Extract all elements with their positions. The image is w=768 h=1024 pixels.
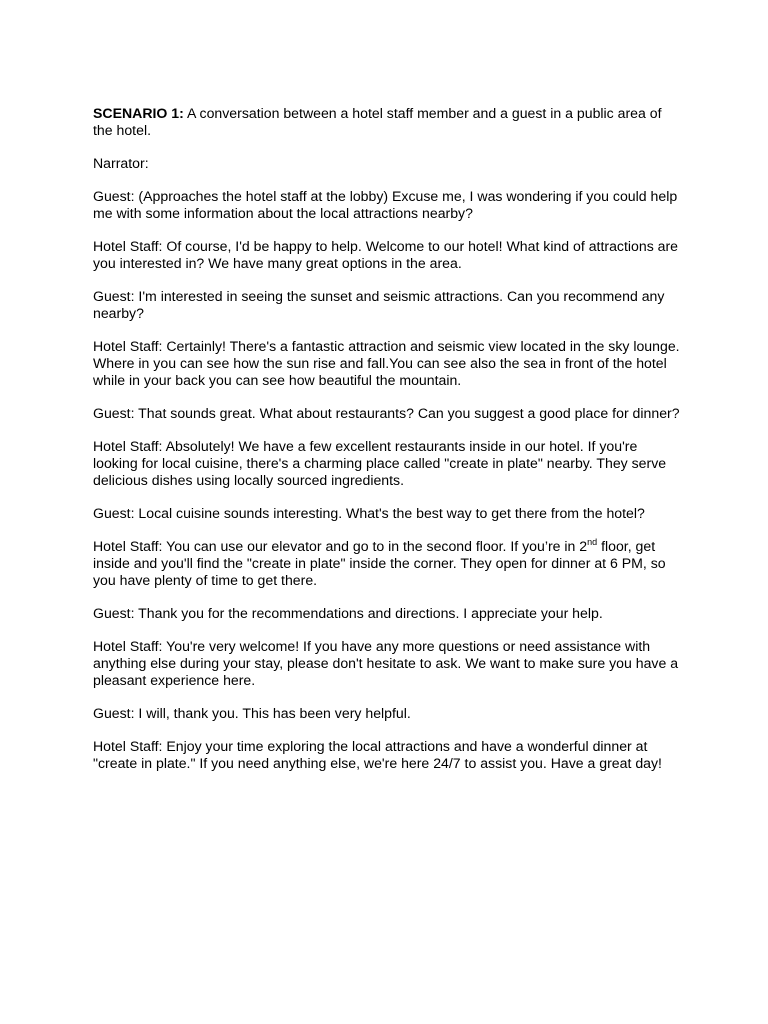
staff-line-5: Hotel Staff: You're very welcome! If you have any more questions or need assistance with anything else during your stay, please don't hesitate to ask. We want to make sure you have a pleasant experience here. — [93, 638, 679, 688]
staff-line-4-start: Hotel Staff: You can use our elevator and go to in the second floor. If you’re in 2 — [93, 538, 588, 555]
guest-line-2: Guest: I'm interested in seeing the sunset and seismic attractions. Can you recommend any nearby? — [93, 288, 665, 321]
ordinal-suffix: nd — [587, 536, 598, 547]
guest-line-1: Guest: (Approaches the hotel staff at the lobby) Excuse me, I was wondering if you could help me with some information about the local attractions nearby? — [93, 188, 678, 221]
scenario-label: SCENARIO 1: — [93, 105, 184, 121]
guest-line-3: Guest: That sounds great. What about restaurants? Can you suggest a good place for dinner? — [93, 405, 680, 421]
staff-line-2: Hotel Staff: Certainly! There's a fantastic attraction and seismic view located in the sky lounge. Where in you can see how the sun rise and fall.You can see also the sea in front of the hotel while in your back you can see how beautiful the mountain. — [93, 338, 680, 388]
guest-line-4: Guest: Local cuisine sounds interesting. What's the best way to get there from the hotel? — [93, 505, 645, 521]
guest-line-5: Guest: Thank you for the recommendations and directions. I appreciate your help. — [93, 605, 603, 621]
scenario-description: A conversation between a hotel staff member and a guest in a public area of the hotel. — [93, 105, 662, 138]
staff-line-4-end: floor, get inside and you'll find the "create in plate" inside the corner. They open for dinner at 6 PM, so you have plenty of time to get there. — [93, 538, 666, 588]
staff-line-4 — [93, 538, 683, 588]
scenario-intro — [93, 105, 683, 138]
document-page — [93, 105, 683, 788]
staff-line-3: Hotel Staff: Absolutely! We have a few excellent restaurants inside in our hotel. If you're looking for local cuisine, there's a charming place called "create in plate" nearby. They serve delicious dishes using locally sourced ingredients. — [93, 438, 667, 488]
staff-line-6: Hotel Staff: Enjoy your time exploring the local attractions and have a wonderful dinner at "create in plate." If you need anything else, we're here 24/7 to assist you. Have a great day! — [93, 738, 662, 771]
guest-line-6: Guest: I will, thank you. This has been very helpful. — [93, 705, 411, 721]
narrator-label: Narrator: — [93, 155, 149, 171]
staff-line-1: Hotel Staff: Of course, I'd be happy to help. Welcome to our hotel! What kind of attractions are you interested in? We have many great options in the area. — [93, 238, 679, 271]
